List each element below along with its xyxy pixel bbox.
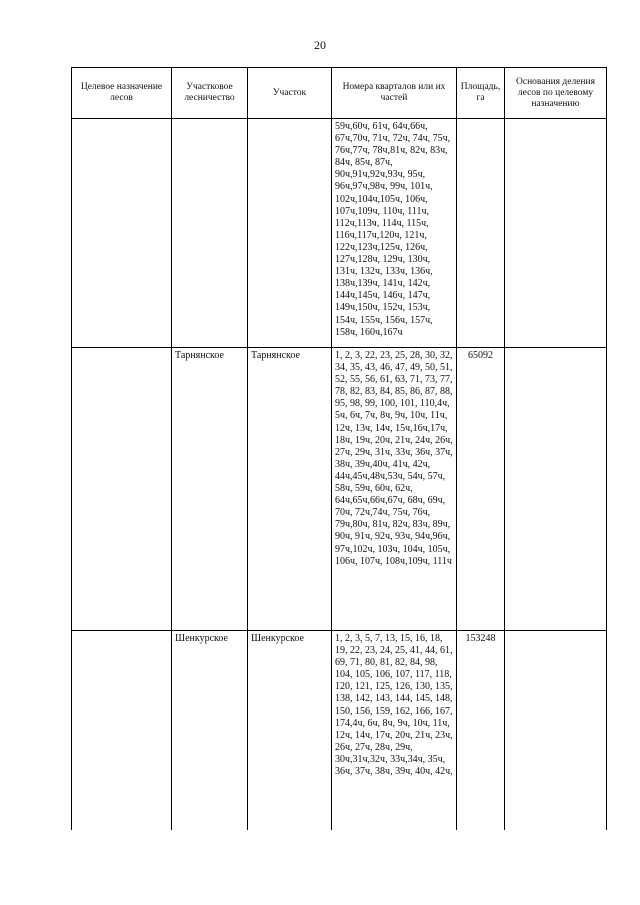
cell-basis: [505, 348, 607, 631]
cell-quarters: 1, 2, 3, 22, 23, 25, 28, 30, 32, 34, 35, 43, 46, 47, 49, 50, 51, 52, 55, 56, 61, 63, 71, 73, 77, 78, 82, 83, 84, 85, 86, 87, 88, 95, 98, 99, 100, 101, 110,4ч, 5ч, 6ч, 7ч, 8ч, 9ч, 10ч, 11ч, 12ч, 13ч, 14ч, 15ч,16ч,17ч, 18ч, 19ч, 20ч, 21ч, 24ч, 26ч, 27ч, 29ч, 31ч, 33ч, 36ч, 37ч, 38ч, 39ч,40ч, 41ч, 42ч, 44ч,45ч,48ч,53ч, 54ч, 57ч, 58ч, 59ч, 60ч, 62ч, 64ч,65ч,66ч,67ч, 68ч, 69ч, 70ч, 72ч,74ч, 75ч, 76ч, 79ч,80ч, 81ч, 82ч, 83ч, 89ч, 90ч, 91ч, 92ч, 93ч, 94ч,96ч, 97ч,102ч, 103ч, 104ч, 105ч, 106ч, 107ч, 108ч,109ч, 111ч: [332, 348, 457, 631]
cell-purpose: [72, 631, 172, 831]
page-number: 20: [314, 38, 326, 52]
cell-area: 153248: [457, 631, 505, 831]
cell-forestry: Тарнянское: [172, 348, 248, 631]
cell-area: 65092: [457, 348, 505, 631]
header-forestry: Участковое лесничество: [172, 68, 248, 119]
header-basis: Основания деления лесов по целевому назначению: [505, 68, 607, 119]
header-quarters: Номера кварталов или их частей: [332, 68, 457, 119]
cell-area: [457, 119, 505, 348]
table-row: [72, 119, 607, 348]
cell-quarters: 1, 2, 3, 5, 7, 13, 15, 16, 18, 19, 22, 23, 24, 25, 41, 44, 61, 69, 71, 80, 81, 82, 84, 98, 104, 105, 106, 107, 117, 118, 120, 121, 125, 126, 130, 135, 138, 142, 143, 144, 145, 148, 150, 156, 159, 162, 166, 167, 174,4ч, 6ч, 8ч, 9ч, 10ч, 11ч, 12ч, 14ч, 17ч, 20ч, 21ч, 23ч, 26ч, 27ч, 28ч, 29ч, 30ч,31ч,32ч, 33ч,34ч, 35ч, 36ч, 37ч, 38ч, 39ч, 40ч, 42ч,: [332, 631, 457, 831]
cell-quarters: 59ч,60ч, 61ч, 64ч,66ч, 67ч,70ч, 71ч, 72ч, 74ч, 75ч, 76ч,77ч, 78ч,81ч, 82ч, 83ч, 84ч, 85ч, 87ч, 90ч,91ч,92ч,93ч, 95ч, 96ч,97ч,98ч, 99ч, 101ч, 102ч,104ч,105ч, 106ч, 107ч,109ч, 110ч, 111ч, 112ч,113ч, 114ч, 115ч, 116ч,117ч,120ч, 121ч, 122ч,123ч,125ч, 126ч, 127ч,128ч, 129ч, 130ч, 131ч, 132ч, 133ч, 136ч, 138ч,139ч, 141ч, 142ч, 144ч,145ч, 146ч, 147ч, 149ч,150ч, 152ч, 153ч, 154ч, 155ч, 156ч, 157ч, 158ч, 160ч,167ч: [332, 119, 457, 348]
cell-forestry: [172, 119, 248, 348]
cell-plot: [248, 119, 332, 348]
cell-plot: Шенкурское: [248, 631, 332, 831]
header-area: Площадь, га: [457, 68, 505, 119]
table-header-row: [72, 68, 607, 119]
cell-forestry: Шенкурское: [172, 631, 248, 831]
table-row: [72, 631, 607, 831]
cell-basis: [505, 119, 607, 348]
cell-purpose: [72, 119, 172, 348]
cell-basis: [505, 631, 607, 831]
forest-purpose-table: [71, 67, 607, 830]
table-row: [72, 348, 607, 631]
cell-purpose: [72, 348, 172, 631]
header-purpose: Целевое назначение лесов: [72, 68, 172, 119]
cell-plot: Тарнянское: [248, 348, 332, 631]
header-plot: Участок: [248, 68, 332, 119]
